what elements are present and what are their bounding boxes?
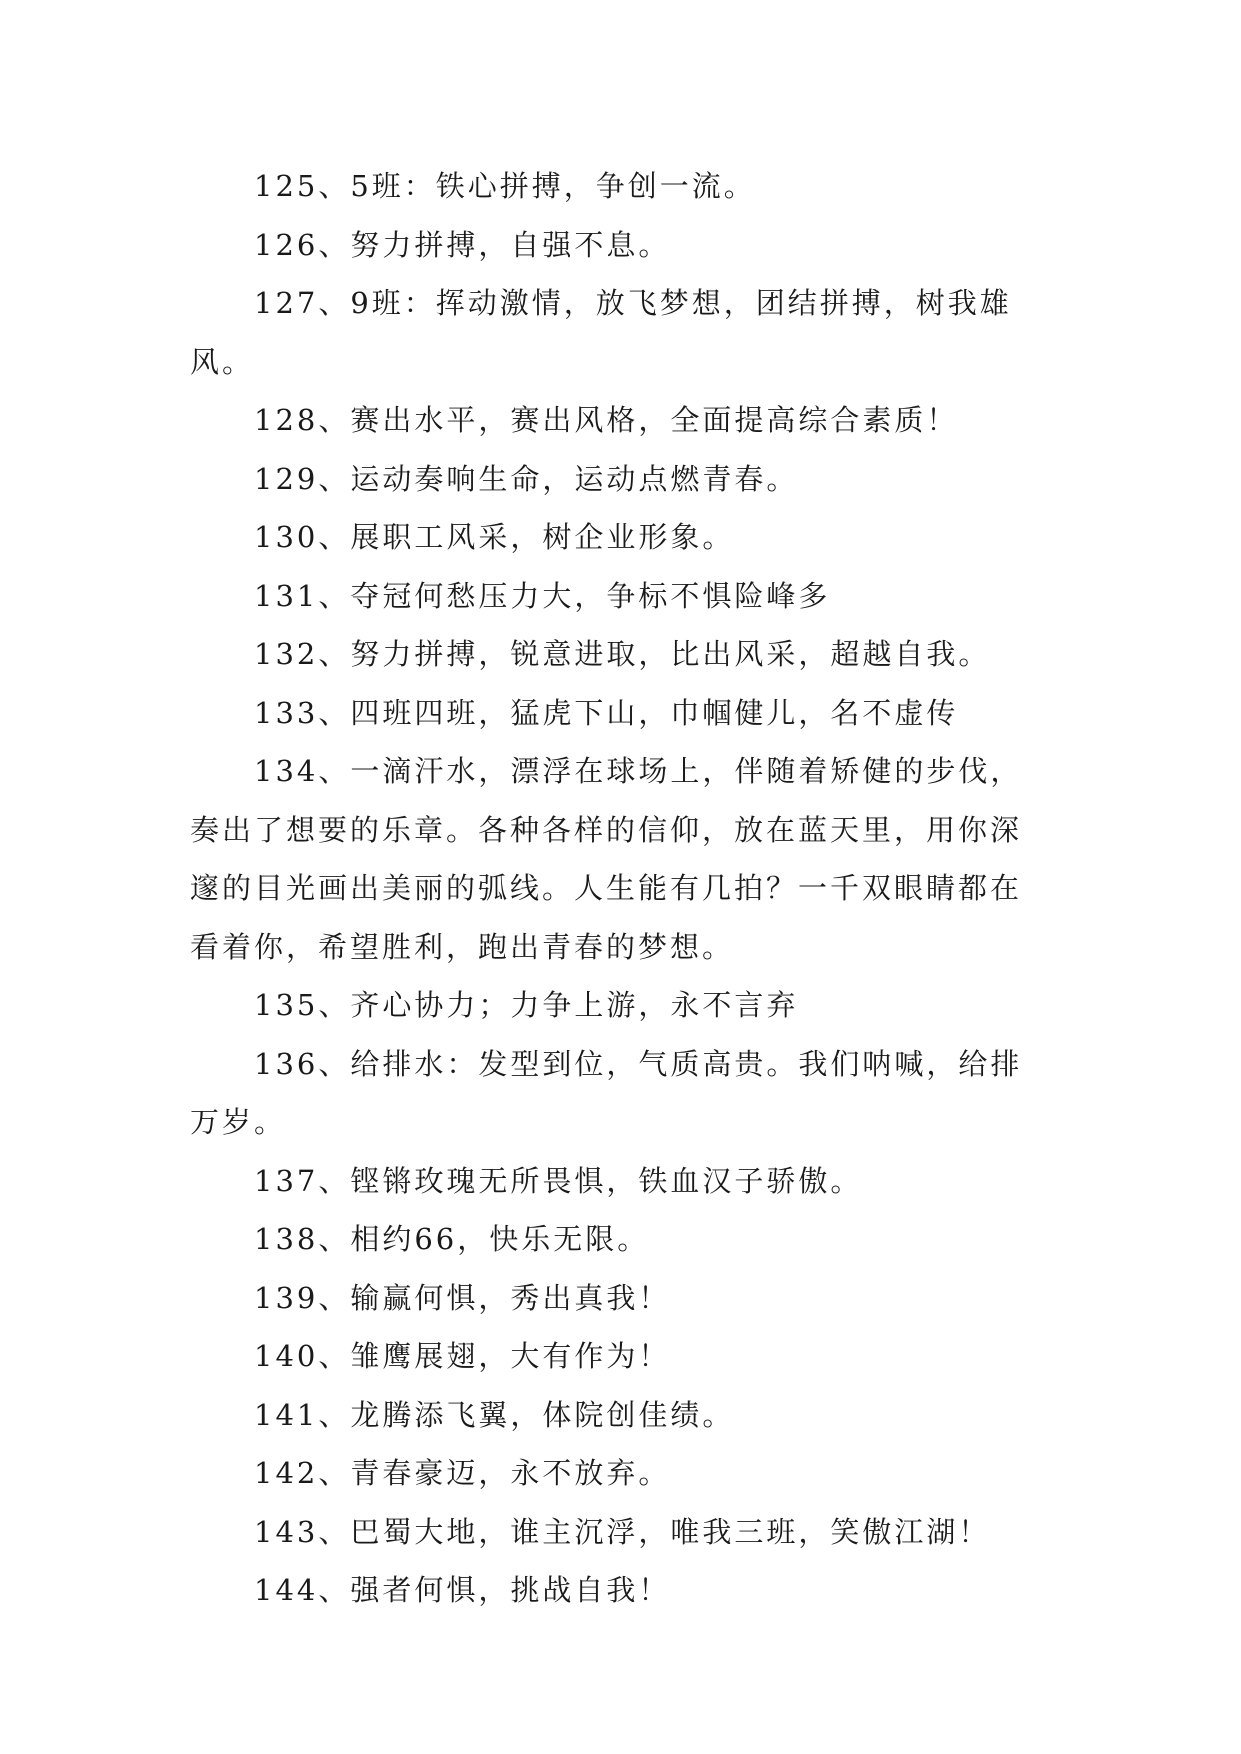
- slogan-128: 128、赛出水平，赛出风格，全面提高综合素质！: [254, 403, 959, 437]
- slogan-131: 131、夺冠何愁压力大，争标不惧险峰多: [254, 578, 831, 613]
- slogan-141: 141、龙腾添飞翼，体院创佳绩。: [254, 1397, 735, 1432]
- slogan-137: 137、铿锵玫瑰无所畏惧，铁血汉子骄傲。: [254, 1163, 863, 1198]
- slogan-136: 136、给排水：发型到位，气质高贵。我们呐喊，给排万岁。: [190, 1046, 1023, 1139]
- slogan-144: 144、强者何惧，挑战自我！: [254, 1573, 671, 1607]
- document-body: [190, 157, 1052, 1620]
- slogan-133: 133、四班四班，猛虎下山，巾帼健儿，名不虚传: [254, 695, 959, 730]
- slogan-142: 142、青春豪迈，永不放弃。: [254, 1456, 671, 1490]
- slogan-140: 140、雏鹰展翅，大有作为！: [254, 1339, 671, 1373]
- slogan-127: 127、9班：挥动激情，放飞梦想，团结拼搏，树我雄风。: [190, 286, 1012, 379]
- slogan-135: 135、齐心协力；力争上游，永不言弃: [254, 988, 799, 1022]
- slogan-134: 134、一滴汗水，漂浮在球场上，伴随着矫健的步伐，奏出了想要的乐章。各种各样的信仰，放在蓝天里，用你深邃的目光画出美丽的弧线。人生能有几拍？一千双眼睛都在看着你，希望胜利，跑出青春的梦想。: [190, 754, 1023, 964]
- slogan-138: 138、相约66，快乐无限。: [254, 1222, 650, 1256]
- slogan-130: 130、展职工风采，树企业形象。: [254, 520, 735, 554]
- slogan-139: 139、输赢何惧，秀出真我！: [254, 1280, 671, 1315]
- slogan-132: 132、努力拼搏，锐意进取，比出风采，超越自我。: [254, 637, 991, 671]
- slogan-126: 126、努力拼搏，自强不息。: [254, 227, 671, 262]
- slogan-143: 143、巴蜀大地，谁主沉浮，唯我三班，笑傲江湖！: [254, 1514, 991, 1549]
- slogan-125: 125、5班：铁心拼搏，争创一流。: [254, 169, 756, 203]
- slogan-129: 129、运动奏响生命，运动点燃青春。: [254, 461, 799, 496]
